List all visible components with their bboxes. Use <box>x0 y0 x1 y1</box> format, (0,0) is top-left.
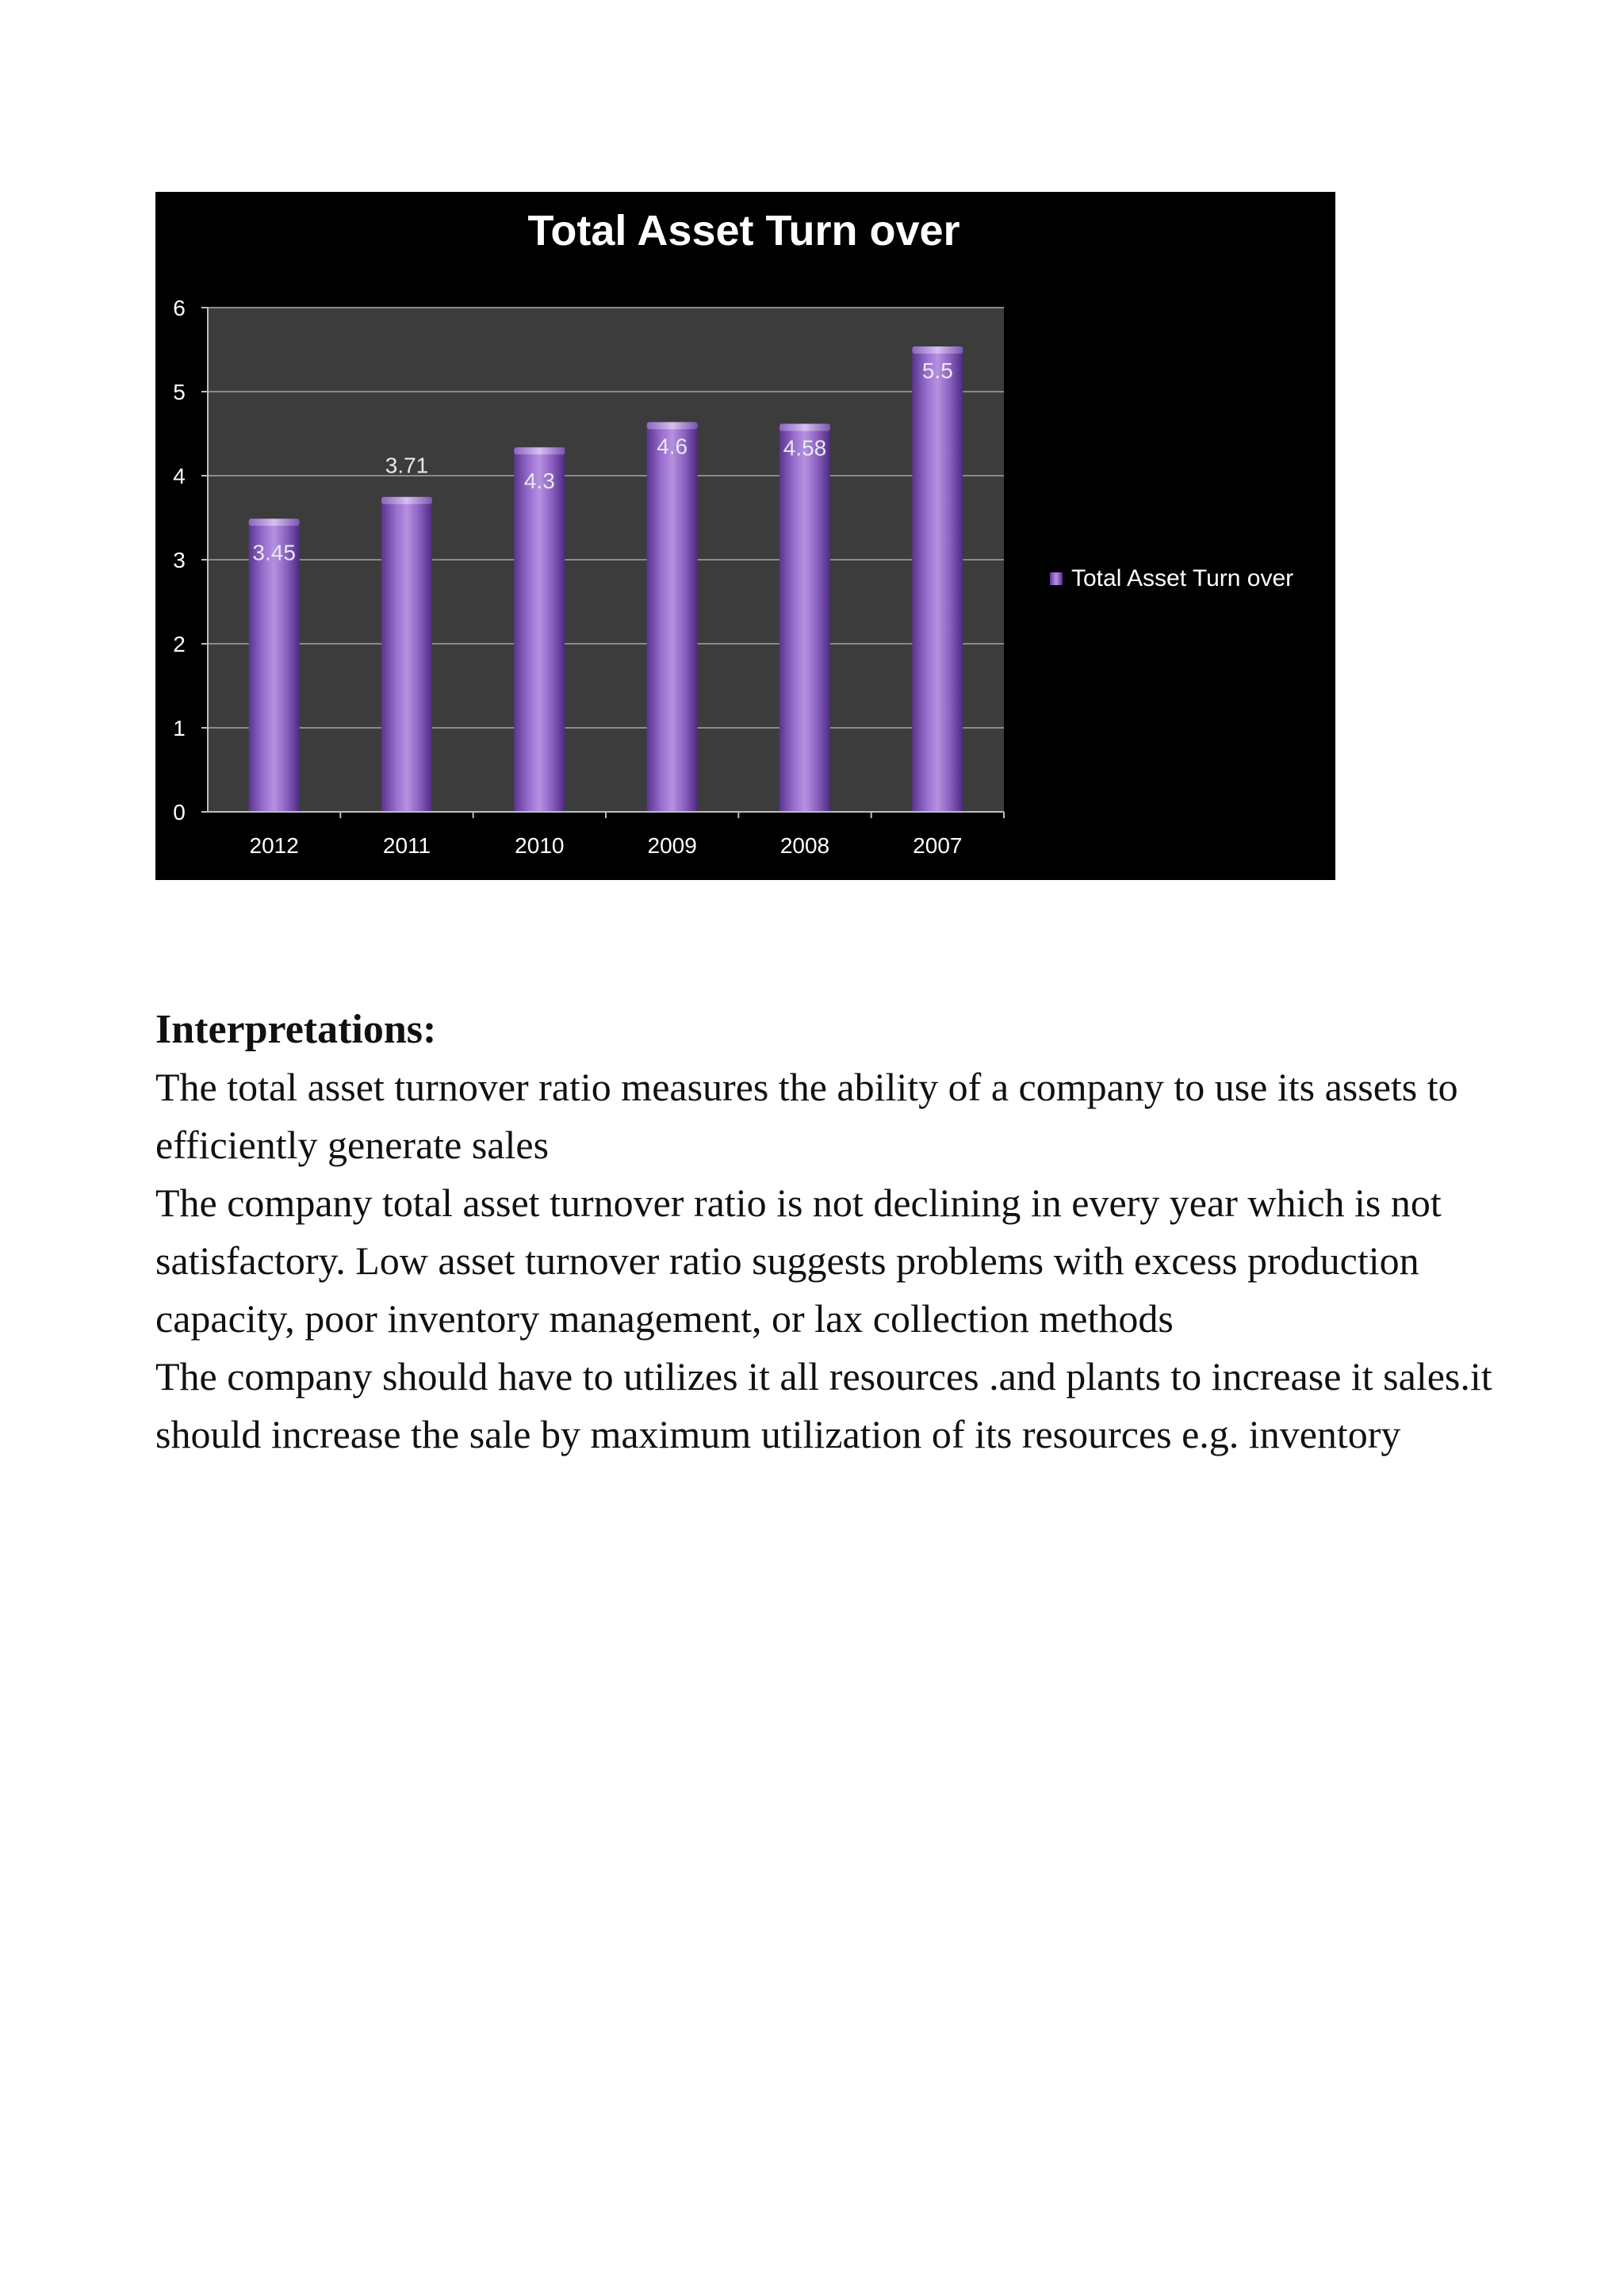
bar-2011 <box>381 500 432 812</box>
bar-2010 <box>514 450 565 812</box>
legend-label: Total Asset Turn over <box>1071 565 1294 591</box>
interpretation-section <box>155 1001 1503 1464</box>
paragraph-recommendation: The company should have to utilizes it all resources .and plants to increase it sales.it should increase the sale by maximum utilization of its resources e.g. inventory <box>155 1354 1492 1456</box>
bar-cap-2011 <box>381 497 432 504</box>
y-tick-label: 3 <box>173 548 186 572</box>
x-tick-label: 2009 <box>647 833 697 858</box>
chart-container <box>155 192 1335 880</box>
bar-cap-2012 <box>249 519 300 526</box>
data-label: 4.58 <box>783 435 827 461</box>
data-label: 3.71 <box>385 453 429 478</box>
y-tick-label: 0 <box>173 800 186 825</box>
paragraph-definition: The total asset turnover ratio measures the ability of a company to use its assets to efficiently generate sales <box>155 1065 1458 1167</box>
x-tick-label: 2012 <box>249 833 299 858</box>
x-tick-label: 2008 <box>779 833 830 858</box>
bar-cap-2010 <box>514 447 565 454</box>
section-heading: Interpretations: <box>155 1007 437 1052</box>
bar-cap-2008 <box>779 424 830 431</box>
y-tick-label: 2 <box>173 632 186 656</box>
y-tick-label: 6 <box>173 296 186 320</box>
data-label: 4.6 <box>657 434 688 459</box>
bar-2007 <box>912 350 963 812</box>
x-tick-label: 2011 <box>382 833 431 858</box>
bar-2008 <box>779 427 830 812</box>
bar-chart <box>155 192 1335 880</box>
bar-2009 <box>647 425 698 812</box>
legend-swatch <box>1050 572 1063 585</box>
data-label: 5.5 <box>921 358 953 383</box>
y-tick-label: 1 <box>173 716 186 740</box>
bar-cap-2009 <box>647 422 698 429</box>
y-tick-label: 4 <box>173 464 186 488</box>
bar-2012 <box>249 522 300 812</box>
legend <box>1050 565 1293 591</box>
y-tick-label: 5 <box>173 380 186 404</box>
data-label: 3.45 <box>252 540 296 565</box>
x-tick-label: 2010 <box>515 833 565 858</box>
data-label: 4.3 <box>523 469 555 494</box>
bar-cap-2007 <box>912 346 963 354</box>
chart-title: Total Asset Turn over <box>527 207 960 254</box>
paragraph-assessment: The company total asset turnover ratio is not declining in every year which is not satisfactory. Low asset turnover ratio suggests problems with excess production capacity, poor inventory management, or lax collection methods <box>155 1181 1442 1341</box>
x-tick-label: 2007 <box>913 833 963 858</box>
